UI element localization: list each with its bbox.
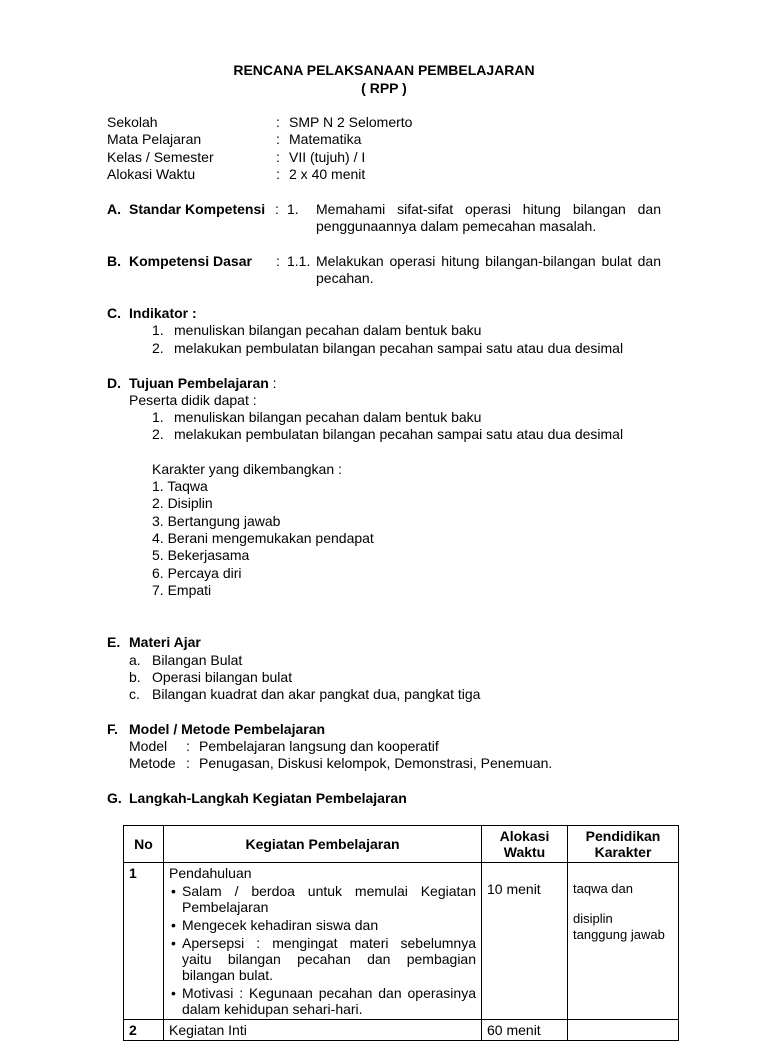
karakter-item: 7. Empati bbox=[152, 582, 212, 598]
section-d-heading-suffix: : bbox=[268, 375, 277, 391]
bullet-icon: • bbox=[171, 985, 176, 1001]
model-label: Model bbox=[129, 738, 168, 754]
row-activity bbox=[164, 863, 482, 1020]
document-subtitle: ( RPP ) bbox=[361, 80, 407, 96]
identity-value-subject: Matematika bbox=[289, 131, 362, 147]
list-item bbox=[169, 917, 476, 933]
objective-item: melakukan pembulatan bilangan pecahan sampai satu atau dua desimal bbox=[174, 426, 624, 442]
section-b-number: 1.1. bbox=[287, 253, 311, 269]
identity-value-class: VII (tujuh) / I bbox=[289, 149, 366, 165]
materi-item: Bilangan Bulat bbox=[152, 652, 243, 668]
identity-label-school: Sekolah bbox=[107, 114, 158, 130]
section-d-letter: D. bbox=[107, 375, 121, 391]
metode-label: Metode bbox=[129, 755, 176, 771]
row-title: Kegiatan Inti bbox=[164, 1020, 482, 1041]
section-b-colon: : bbox=[276, 253, 280, 269]
row-number: 1 bbox=[124, 863, 164, 1020]
bullet-icon: • bbox=[171, 917, 176, 933]
list-letter: b. bbox=[129, 669, 141, 685]
section-d-heading: Tujuan Pembelajaran bbox=[129, 375, 269, 391]
materi-item: Operasi bilangan bulat bbox=[152, 669, 293, 685]
section-c-heading: Indikator : bbox=[129, 305, 197, 321]
table-row bbox=[124, 1020, 679, 1041]
section-c-letter: C. bbox=[107, 305, 121, 321]
list-item bbox=[169, 883, 476, 915]
objective-item: menuliskan bilangan pecahan dalam bentuk baku bbox=[174, 409, 482, 425]
karakter-line: disiplin bbox=[573, 911, 613, 926]
activities-table bbox=[123, 825, 679, 1041]
activity-text: Apersepsi : mengingat materi sebelumnya yaitu bilangan pecahan dan pembagian bilangan bulat. bbox=[182, 935, 476, 983]
karakter-line: tanggung jawab bbox=[573, 927, 665, 942]
header-alokasi: Alokasi Waktu bbox=[482, 826, 568, 863]
section-f-heading: Model / Metode Pembelajaran bbox=[129, 721, 326, 737]
section-g-letter: G. bbox=[107, 790, 122, 806]
list-item bbox=[169, 935, 476, 983]
indicator-item: melakukan pembulatan bilangan pecahan sampai satu atau dua desimal bbox=[174, 340, 624, 356]
section-a-heading: Standar Kompetensi bbox=[129, 201, 266, 217]
section-b-text: Melakukan operasi hitung bilangan-bilangan bulat dan pecahan. bbox=[316, 253, 661, 287]
indicator-item: menuliskan bilangan pecahan dalam bentuk baku bbox=[174, 322, 482, 338]
section-g-heading: Langkah-Langkah Kegiatan Pembelajaran bbox=[129, 790, 407, 806]
row-karakter bbox=[568, 1020, 679, 1041]
bullet-icon: • bbox=[171, 935, 176, 951]
table-row bbox=[124, 863, 679, 1020]
identity-label-time: Alokasi Waktu bbox=[107, 166, 196, 182]
model-value: Pembelajaran langsung dan kooperatif bbox=[199, 738, 439, 754]
row-karakter bbox=[568, 863, 679, 1020]
metode-value: Penugasan, Diskusi kelompok, Demonstrasi, Penemuan. bbox=[199, 755, 553, 771]
identity-label-class: Kelas / Semester bbox=[107, 149, 214, 165]
karakter-item: 5. Bekerjasama bbox=[152, 547, 250, 563]
row-number: 2 bbox=[124, 1020, 164, 1041]
karakter-item: 3. Bertangung jawab bbox=[152, 513, 281, 529]
identity-value-time: 2 x 40 menit bbox=[289, 166, 366, 182]
activity-text: Motivasi : Kegunaan pecahan dan operasinya dalam kehidupan sehari-hari. bbox=[182, 985, 476, 1017]
list-letter: c. bbox=[129, 686, 140, 702]
section-a-colon: : bbox=[275, 201, 279, 217]
section-b-letter: B. bbox=[107, 253, 121, 269]
identity-value-school: SMP N 2 Selomerto bbox=[289, 114, 413, 130]
table-header-row bbox=[124, 826, 679, 863]
bullet-icon: • bbox=[171, 883, 176, 899]
karakter-line: taqwa dan bbox=[573, 881, 633, 896]
list-number: 2. bbox=[152, 426, 164, 442]
section-e-heading: Materi Ajar bbox=[129, 634, 201, 650]
activity-text: Mengecek kehadiran siswa dan bbox=[182, 917, 379, 933]
karakter-title: Karakter yang dikembangkan : bbox=[152, 461, 342, 477]
metode-colon: : bbox=[186, 755, 190, 771]
list-number: 2. bbox=[152, 340, 164, 356]
model-colon: : bbox=[186, 738, 190, 754]
section-a-letter: A. bbox=[107, 201, 121, 217]
list-letter: a. bbox=[129, 652, 141, 668]
row-title: Pendahuluan bbox=[169, 865, 252, 881]
section-e-letter: E. bbox=[107, 634, 121, 650]
identity-colon: : bbox=[276, 149, 280, 165]
list-number: 1. bbox=[152, 322, 164, 338]
activity-text: Salam / berdoa untuk memulai Kegiatan Pembelajaran bbox=[182, 883, 476, 915]
materi-item: Bilangan kuadrat dan akar pangkat dua, pangkat tiga bbox=[152, 686, 481, 702]
document-title: RENCANA PELAKSANAAN PEMBELAJARAN bbox=[233, 62, 535, 78]
section-d-heading-wrap bbox=[129, 375, 277, 392]
header-karakter: Pendidikan Karakter bbox=[568, 826, 679, 863]
header-no: No bbox=[124, 826, 164, 863]
list-item bbox=[169, 985, 476, 1017]
row-time: 10 menit bbox=[482, 863, 568, 1020]
identity-label-subject: Mata Pelajaran bbox=[107, 131, 202, 147]
karakter-item: 6. Percaya diri bbox=[152, 565, 242, 581]
identity-colon: : bbox=[276, 114, 280, 130]
karakter-item: 1. Taqwa bbox=[152, 478, 208, 494]
section-a-text: Memahami sifat-sifat operasi hitung bilangan dan penggunaannya dalam pemecahan masalah. bbox=[316, 201, 661, 235]
section-b-heading: Kompetensi Dasar bbox=[129, 253, 252, 269]
identity-colon: : bbox=[276, 131, 280, 147]
section-f-letter: F. bbox=[107, 721, 118, 737]
row-time: 60 menit bbox=[482, 1020, 568, 1041]
header-kegiatan: Kegiatan Pembelajaran bbox=[164, 826, 482, 863]
section-d-intro: Peserta didik dapat : bbox=[129, 392, 257, 408]
list-number: 1. bbox=[152, 409, 164, 425]
identity-colon: : bbox=[276, 166, 280, 182]
section-a-number: 1. bbox=[287, 201, 299, 217]
karakter-item: 4. Berani mengemukakan pendapat bbox=[152, 530, 374, 546]
karakter-item: 2. Disiplin bbox=[152, 495, 213, 511]
